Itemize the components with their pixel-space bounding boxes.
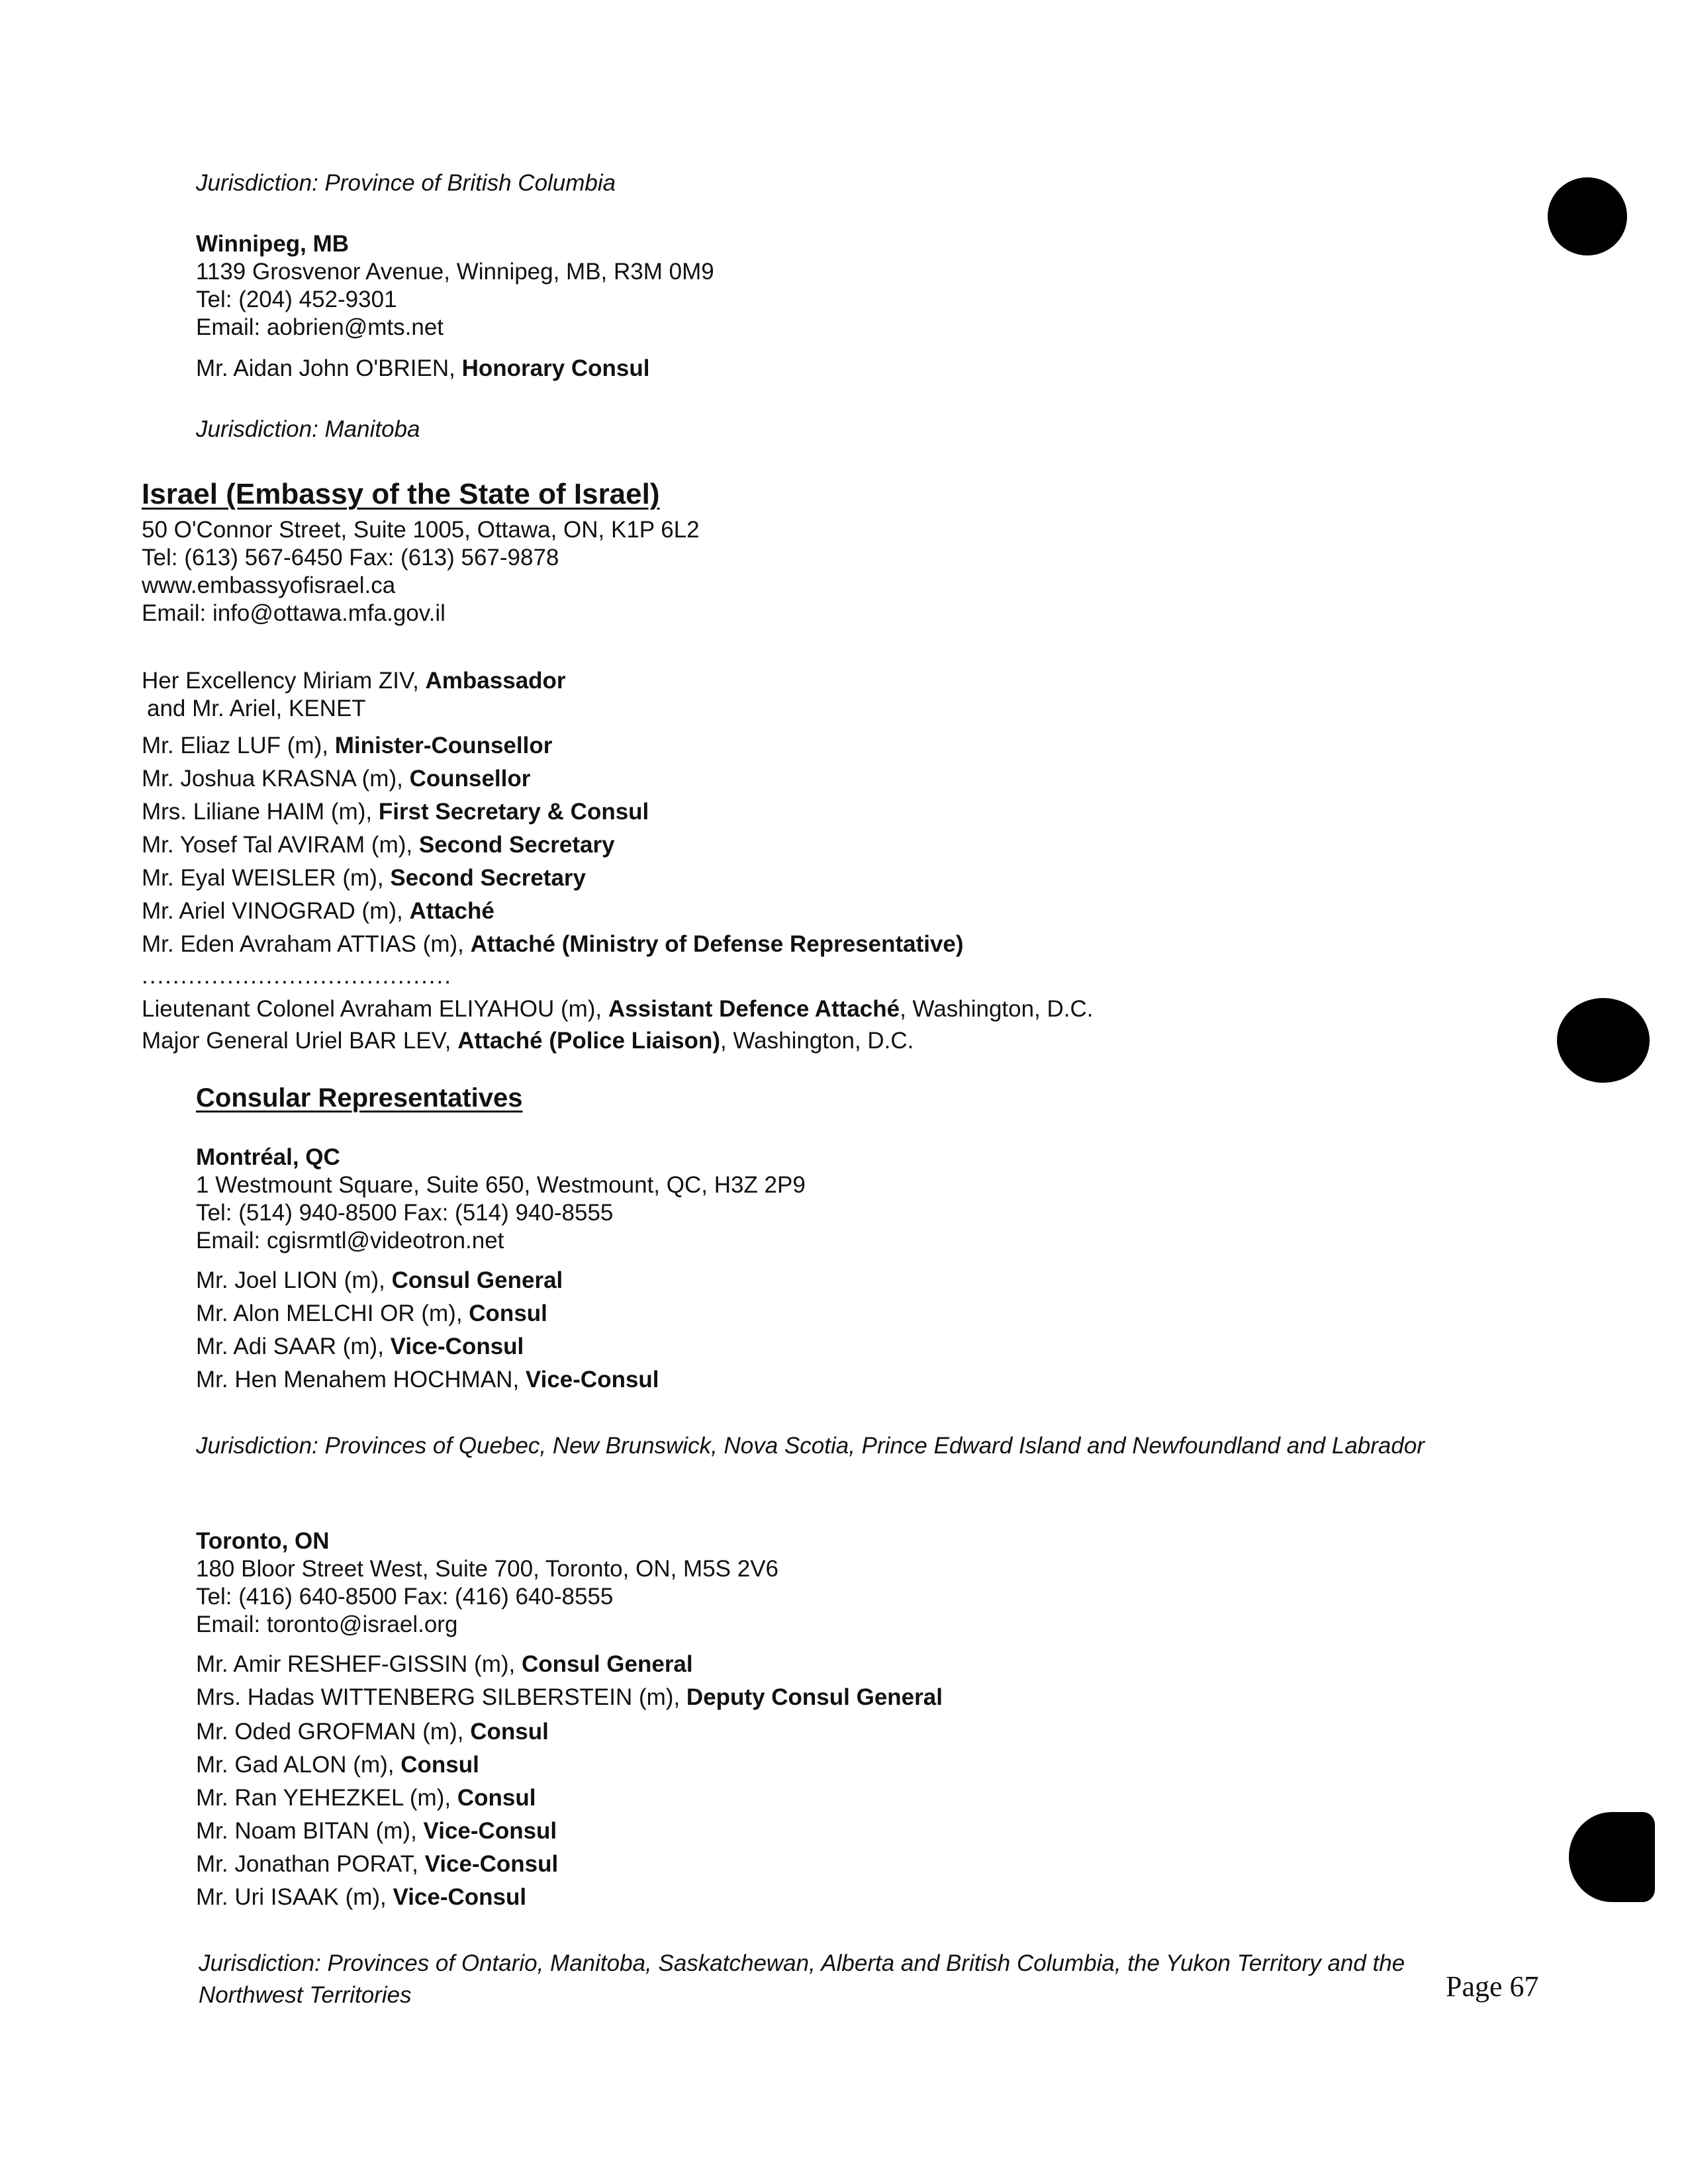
montreal-address: 1 Westmount Square, Suite 650, Westmount, QC, H3Z 2P9 xyxy=(196,1172,806,1198)
staff-title: Vice-Consul xyxy=(390,1334,524,1359)
washington-row xyxy=(142,995,1094,1023)
ambassador-spouse: and Mr. Ariel, KENET xyxy=(147,696,366,721)
staff-location: , Washington, D.C. xyxy=(720,1028,914,1054)
staff-name: Mr. Eliaz LUF (m), xyxy=(142,733,335,758)
staff-title: Assistant Defence Attaché xyxy=(608,996,900,1022)
staff-title: Minister-Counsellor xyxy=(334,733,553,758)
ambassador-name: Her Excellency Miriam ZIV, xyxy=(142,668,426,694)
staff-row xyxy=(196,1718,549,1746)
staff-name: Mr. Jonathan PORAT, xyxy=(196,1851,425,1877)
winnipeg-email: Email: aobrien@mts.net xyxy=(196,314,444,340)
staff-title: Deputy Consul General xyxy=(686,1684,943,1710)
staff-name: Mr. Yosef Tal AVIRAM (m), xyxy=(142,832,419,858)
winnipeg-person xyxy=(196,355,650,383)
bc-jurisdiction: Jurisdiction: Province of British Columbia xyxy=(196,170,616,196)
staff-title: Vice-Consul xyxy=(393,1884,527,1910)
winnipeg-address: 1139 Grosvenor Avenue, Winnipeg, MB, R3M 0M9 xyxy=(196,259,714,285)
staff-name: Mr. Ariel VINOGRAD (m), xyxy=(142,898,410,924)
staff-name: Mrs. Hadas WITTENBERG SILBERSTEIN (m), xyxy=(196,1684,686,1710)
staff-row xyxy=(142,897,494,925)
staff-title: Second Secretary xyxy=(390,865,586,891)
staff-row xyxy=(196,1784,536,1812)
staff-row xyxy=(142,831,615,859)
montreal-email: Email: cgisrmtl@videotron.net xyxy=(196,1228,504,1253)
embassy-tel-fax: Tel: (613) 567-6450 Fax: (613) 567-9878 xyxy=(142,545,559,570)
dotted-separator: ........................................ xyxy=(142,963,452,989)
staff-name: Mr. Amir RESHEF-GISSIN (m), xyxy=(196,1651,522,1677)
staff-title: Vice-Consul xyxy=(423,1818,557,1844)
staff-title: Consul xyxy=(470,1719,549,1745)
staff-row xyxy=(196,1684,943,1711)
staff-title: Counsellor xyxy=(409,766,531,792)
staff-title: Attaché (Ministry of Defense Representative) xyxy=(470,931,964,957)
embassy-heading: Israel (Embassy of the State of Israel) xyxy=(142,478,660,510)
staff-name: Mr. Noam BITAN (m), xyxy=(196,1818,424,1844)
staff-location: , Washington, D.C. xyxy=(900,996,1094,1022)
staff-title: Second Secretary xyxy=(418,832,615,858)
montreal-tel-fax: Tel: (514) 940-8500 Fax: (514) 940-8555 xyxy=(196,1200,614,1226)
washington-row xyxy=(142,1027,914,1055)
staff-row xyxy=(196,1366,659,1394)
staff-title: Consul xyxy=(457,1785,536,1811)
staff-title: Consul General xyxy=(521,1651,693,1677)
staff-title: First Secretary & Consul xyxy=(378,799,649,825)
staff-row xyxy=(142,732,552,760)
toronto-address: 180 Bloor Street West, Suite 700, Toronto, ON, M5S 2V6 xyxy=(196,1556,779,1582)
punch-hole-mark-bottom xyxy=(1569,1812,1655,1902)
staff-title: Consul General xyxy=(391,1267,563,1293)
staff-row xyxy=(142,931,964,958)
staff-name: Mr. Uri ISAAK (m), xyxy=(196,1884,393,1910)
embassy-website: www.embassyofisrael.ca xyxy=(142,572,396,598)
staff-row xyxy=(196,1751,479,1779)
staff-row xyxy=(142,798,649,826)
staff-name: Mr. Eden Avraham ATTIAS (m), xyxy=(142,931,471,957)
person-name: Mr. Aidan John O'BRIEN, xyxy=(196,355,462,381)
staff-title: Consul xyxy=(469,1300,547,1326)
staff-title: Vice-Consul xyxy=(525,1367,659,1392)
staff-name: Mr. Eyal WEISLER (m), xyxy=(142,865,391,891)
toronto-city: Toronto, ON xyxy=(196,1528,330,1554)
staff-row xyxy=(196,1300,547,1328)
staff-name: Lieutenant Colonel Avraham ELIYAHOU (m), xyxy=(142,996,608,1022)
staff-row xyxy=(196,1267,563,1295)
staff-title: Consul xyxy=(400,1752,479,1778)
toronto-tel-fax: Tel: (416) 640-8500 Fax: (416) 640-8555 xyxy=(196,1584,614,1610)
punch-hole-mark-middle xyxy=(1557,998,1650,1083)
staff-name: Mrs. Liliane HAIM (m), xyxy=(142,799,379,825)
staff-row xyxy=(196,1817,557,1845)
staff-name: Mr. Oded GROFMAN (m), xyxy=(196,1719,471,1745)
staff-title: Vice-Consul xyxy=(424,1851,559,1877)
page-number: Page 67 xyxy=(1446,1970,1539,2003)
staff-name: Mr. Gad ALON (m), xyxy=(196,1752,401,1778)
staff-name: Mr. Joshua KRASNA (m), xyxy=(142,766,410,792)
winnipeg-city: Winnipeg, MB xyxy=(196,231,350,257)
winnipeg-jurisdiction: Jurisdiction: Manitoba xyxy=(196,416,420,442)
toronto-email: Email: toronto@israel.org xyxy=(196,1612,458,1637)
staff-name: Mr. Adi SAAR (m), xyxy=(196,1334,391,1359)
staff-row xyxy=(196,1850,558,1878)
toronto-jurisdiction-line2: Northwest Territories xyxy=(199,1982,412,2008)
staff-row xyxy=(196,1651,693,1678)
staff-name: Major General Uriel BAR LEV, xyxy=(142,1028,458,1054)
montreal-city: Montréal, QC xyxy=(196,1144,340,1170)
person-title: Honorary Consul xyxy=(461,355,650,381)
montreal-jurisdiction: Jurisdiction: Provinces of Quebec, New Brunswick, Nova Scotia, Prince Edward Island and Newfoundland and Labrador xyxy=(196,1433,1425,1459)
staff-row xyxy=(142,765,530,793)
consular-heading: Consular Representatives xyxy=(196,1083,523,1113)
staff-title: Attaché xyxy=(409,898,494,924)
staff-name: Mr. Alon MELCHI OR (m), xyxy=(196,1300,469,1326)
ambassador-title: Ambassador xyxy=(425,668,566,694)
punch-hole-mark-top xyxy=(1548,177,1627,255)
staff-name: Mr. Joel LION (m), xyxy=(196,1267,392,1293)
embassy-address: 50 O'Connor Street, Suite 1005, Ottawa, ON, K1P 6L2 xyxy=(142,517,700,543)
staff-title: Attaché (Police Liaison) xyxy=(457,1028,720,1054)
staff-name: Mr. Ran YEHEZKEL (m), xyxy=(196,1785,457,1811)
staff-row xyxy=(196,1884,526,1911)
winnipeg-tel: Tel: (204) 452-9301 xyxy=(196,287,397,312)
staff-row xyxy=(196,1333,524,1361)
ambassador xyxy=(142,667,566,695)
staff-name: Mr. Hen Menahem HOCHMAN, xyxy=(196,1367,526,1392)
toronto-jurisdiction-line1: Jurisdiction: Provinces of Ontario, Manitoba, Saskatchewan, Alberta and British Columbia, the Yukon Territory and the xyxy=(199,1950,1405,1976)
embassy-email: Email: info@ottawa.mfa.gov.il xyxy=(142,600,445,626)
staff-row xyxy=(142,864,586,892)
